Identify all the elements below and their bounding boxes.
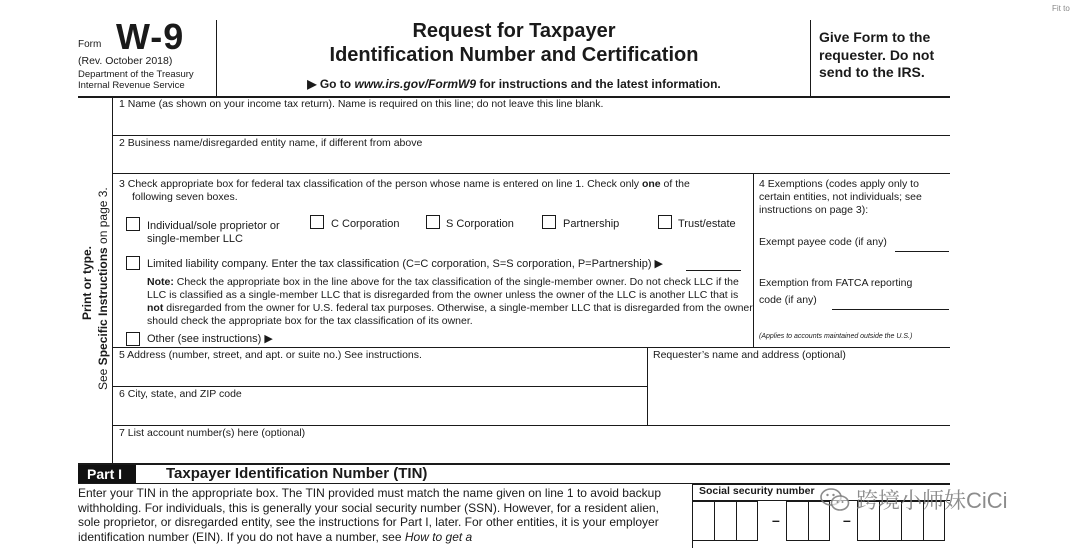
side-column-divider [112,97,113,464]
department: Department of the Treasury [78,69,194,80]
ssn-label: Social security number [699,485,815,497]
ssn-digit-2[interactable] [714,501,736,541]
individual-label-cont: single-member LLC [147,233,243,245]
line4-exemptions-label-3: instructions on page 3): [759,204,869,216]
form-id-block [78,18,217,96]
line4-exemptions-label-2: certain entities, not individuals; see [759,191,922,203]
line3-rule [112,347,950,348]
partnership-label: Partnership [563,218,620,230]
llc-classification-input[interactable] [686,270,741,271]
fatca-label-2: code (if any) [759,294,817,306]
line4-exemptions-label: 4 Exemptions (codes apply only to [759,178,919,190]
ssn-digit-3[interactable] [736,501,758,541]
ssn-dash-2: – [843,512,851,528]
form-title-line2: Identification Number and Certification [329,44,699,66]
watermark-text: 跨境小师妹CiCi [856,488,1008,513]
part1-title: Taxpayer Identification Number (TIN) [166,465,428,482]
trust-estate-checkbox[interactable] [658,215,672,229]
other-label: Other (see instructions) ▶ [147,333,273,345]
llc-label: Limited liability company. Enter the tax classification (C=C corporation, S=S corporation, P=Partnership) ▶ [147,258,664,270]
fatca-label: Exemption from FATCA reporting [759,277,913,289]
header-divider-left [216,20,217,96]
line6-rule [112,425,950,426]
exempt-payee-input[interactable] [895,251,949,252]
line1-name-label: 1 Name (as shown on your income tax return). Name is required on this line; do not leave this line blank. [119,98,604,110]
ssn-digit-1[interactable] [692,501,714,541]
line2-rule [112,173,950,174]
agency: Internal Revenue Service [78,80,185,91]
give-form-notice: Give Form to the requester. Do not send to the IRS. [819,29,935,80]
watermark [820,484,1008,515]
print-or-type-side-label: Print or type. [80,245,94,320]
see-specific-instructions-side-label: See Specific Instructions on page 3. [96,187,110,390]
fit-to-button[interactable]: Fit to [1052,4,1070,13]
fatca-input[interactable] [832,309,949,310]
part1-badge: Part I [78,465,136,483]
requester-divider [647,347,648,425]
s-corporation-checkbox[interactable] [426,215,440,229]
line1-rule [112,135,950,136]
requester-label: Requester’s name and address (optional) [653,349,846,361]
line7-account-label: 7 List account number(s) here (optional) [119,427,306,439]
irs-url-link[interactable]: www.irs.gov/FormW9 [354,77,477,91]
trust-estate-label: Trust/estate [678,218,736,230]
line6-city-label: 6 City, state, and ZIP code [119,388,242,400]
exempt-payee-label: Exempt payee code (if any) [759,236,887,248]
individual-checkbox[interactable] [126,217,140,231]
llc-checkbox[interactable] [126,256,140,270]
goto-instructions: ▶ Go to www.irs.gov/FormW9 for instructions and the latest information. [307,77,721,91]
llc-note: Note: Check the appropriate box in the line above for the tax classification of the single-member owner. Do not check LLC if the LLC is classified as a single-member LLC that is disregarded from the owner unless the owner of the LLC is another LLC that is not disregarded from the owner for U.S. federal tax purposes. Otherwise, a single-member LLC that is disregarded from the owner should check the appropriate box for the tax classification of its owner. [147,276,753,327]
applies-outside-us-note: (Applies to accounts maintained outside the U.S.) [759,333,913,340]
c-corporation-label: C Corporation [331,218,400,230]
line5-rule [112,386,647,387]
wechat-icon [820,487,850,513]
partnership-checkbox[interactable] [542,215,556,229]
part1-instructions: Enter your TIN in the appropriate box. The TIN provided must match the name given on line 1 to avoid backup withholding. For individuals, this is generally your social security number (SSN). However, for a resident alien, sole proprietor, or disregarded entity, see the instructions for Part I, later. For other entities, it is your employer identification number (EIN). If you do not have a number, see How to get a [78,486,661,544]
revision-date: (Rev. October 2018) [78,55,173,67]
s-corporation-label: S Corporation [446,218,514,230]
header-divider-right [810,20,811,96]
form-word: Form [78,39,102,50]
line3-classification-label: 3 Check appropriate box for federal tax classification of the person whose name is entered on line 1. Check only one of the [119,178,690,190]
form-title-line1: Request for Taxpayer [412,20,616,42]
line5-address-label: 5 Address (number, street, and apt. or suite no.) See instructions. [119,349,422,361]
individual-label: Individual/sole proprietor or [147,220,280,232]
line3-classification-label-cont: following seven boxes. [132,191,238,203]
ssn-digit-4[interactable] [786,501,808,541]
c-corporation-checkbox[interactable] [310,215,324,229]
line2-business-name-label: 2 Business name/disregarded entity name, if different from above [119,137,423,149]
other-checkbox[interactable] [126,332,140,346]
line3-line4-divider [753,173,754,347]
ssn-dash-1: – [772,512,780,528]
form-number: W-9 [116,16,185,57]
